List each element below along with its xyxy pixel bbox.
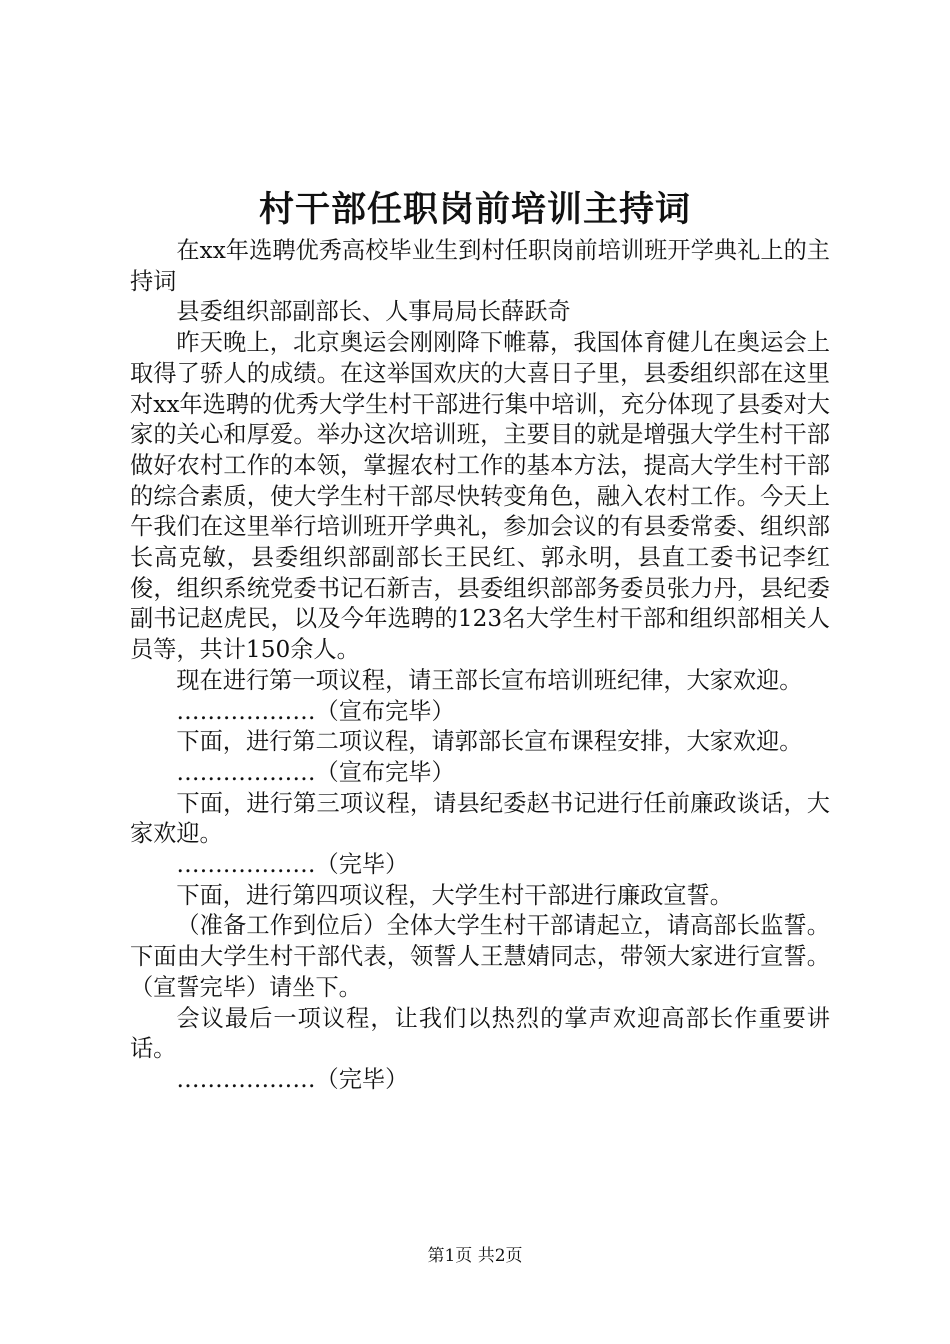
paragraph-final-done: ………………（完毕） xyxy=(176,1065,409,1093)
paragraph-opening: 昨天晚上，北京奥运会刚刚降下帷幕，我国体育健儿在奥运会上取得了骄人的成绩。在这举国欢庆的大喜日子里，县委组织部在这里对xx年选聘的优秀大学生村干部进行集中培训，充分体现了县委对大家的关心和厚爱。举办这次培训班，主要目的就是增强大学生村干部做好农村工作的本领，掌握农村工作的基本方法，提高大学生村干部的综合素质，使大学生村干部尽快转变角色，融入农村工作。今天上午我们在这里举行培训班开学典礼，参加会议的有县委常委、组织部长高克敏，县委组织部副部长王民红、郭永明，县直工委书记李红俊，组织系统党委书记石新吉，县委组织部部务委员张力丹，县纪委副书记赵虎民，以及今年选聘的123名大学生村干部和组织部相关人员等，共计150余人。 xyxy=(130,329,830,664)
paragraph-agenda-1: 现在进行第一项议程，请王部长宣布培训班纪律，大家欢迎。 xyxy=(176,666,803,694)
paragraph-oath: （准备工作到位后）全体大学生村干部请起立，请高部长监誓。下面由大学生村干部代表，领誓人王慧婧同志，带领大家进行宣誓。（宣誓完毕）请坐下。 xyxy=(130,912,830,1001)
paragraph-final-agenda: 会议最后一项议程，让我们以热烈的掌声欢迎高部长作重要讲话。 xyxy=(130,1004,830,1063)
paragraph-agenda-3: 下面，进行第三项议程，请县纪委赵书记进行任前廉政谈话，大家欢迎。 xyxy=(130,789,830,848)
paragraph-agenda-4: 下面，进行第四项议程，大学生村干部进行廉政宣誓。 xyxy=(176,881,733,909)
paragraph-occasion: 在xx年选聘优秀高校毕业生到村任职岗前培训班开学典礼上的主持词 xyxy=(130,237,830,295)
paragraph-agenda-3-done: ………………（完毕） xyxy=(176,851,409,879)
document-body xyxy=(130,236,830,1096)
paragraph-agenda-1-done: ………………（宣布完毕） xyxy=(176,697,455,725)
document-title: 村干部任职岗前培训主持词 xyxy=(258,189,691,230)
paragraph-speaker: 县委组织部副部长、人事局局长薛跃奇 xyxy=(176,298,571,326)
page-footer: 第1页 共2页 xyxy=(427,1246,523,1266)
paragraph-agenda-2: 下面，进行第二项议程，请郭部长宣布课程安排，大家欢迎。 xyxy=(176,728,803,756)
paragraph-agenda-2-done: ………………（宣布完毕） xyxy=(176,758,455,786)
